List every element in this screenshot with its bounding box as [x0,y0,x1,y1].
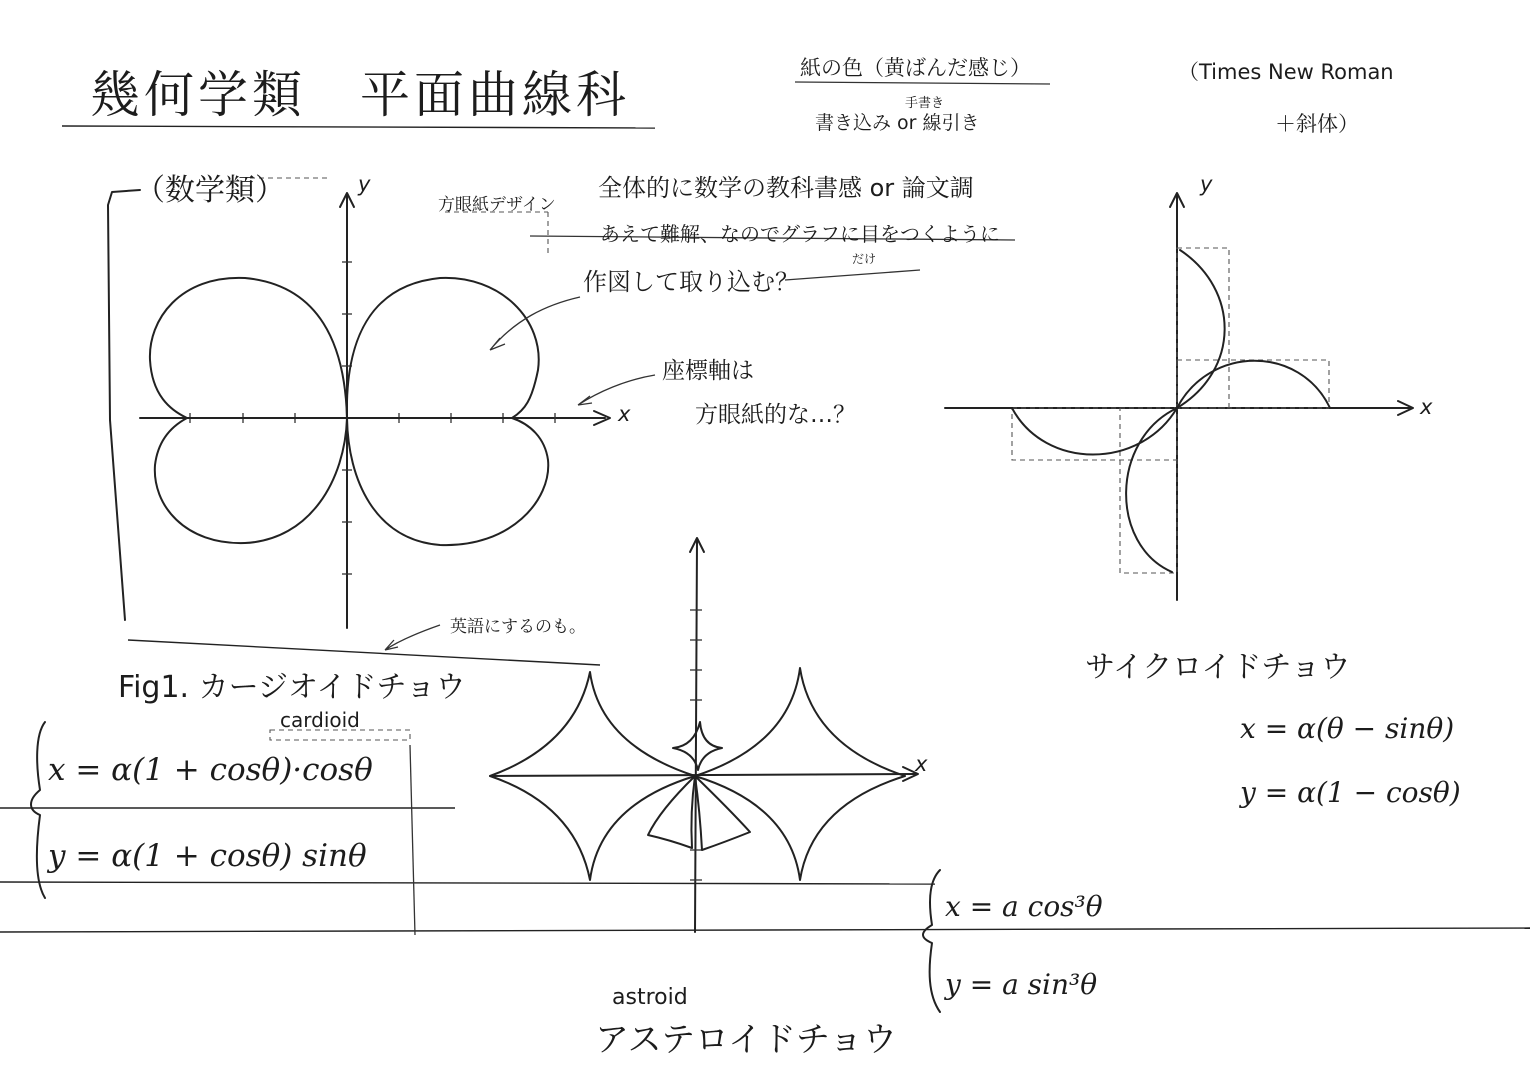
cardioid-wing-upper-left [150,278,347,418]
note-draw-and-import: 作図して取り込む？ [583,268,799,296]
note-english: 英語にするのも。 [450,617,586,637]
cardioid-wing-upper-right [347,278,539,418]
note-axis-1: 座標軸は [662,358,754,384]
astroid-head [673,722,722,770]
cardioid-formula-x: x = α(1 + cosθ)·cosθ [48,752,373,788]
astroid-x-axis-label: x [915,752,928,776]
cardioid-section-bracket [108,190,140,620]
astroid-graph [490,538,918,932]
cardioid-y-axis-label: y [358,172,371,196]
note-overall-textbook: 全体的に数学の教科書感 or 論文調 [598,174,974,202]
note-handwrite-small: 手書き [905,96,945,111]
cycloid-y-axis-label: y [1200,172,1213,196]
astroid-formula-brace [923,870,940,1012]
cycloid-x-axis-label: x [1420,395,1433,419]
note-axis-2: 方眼紙的な…？ [695,402,856,428]
cardioid-graph [128,178,610,665]
note-paper-color: 紙の色（黄ばんだ感じ） [800,56,1031,80]
cycloid-formula-x: x = α(θ − sinθ) [1240,712,1455,745]
cycloid-arch-up [1177,250,1225,408]
cycloid-arch-down [1126,408,1177,572]
annotation-arrow-3 [385,625,440,650]
cardioid-section-label: （数学類） [135,173,285,208]
astroid-english-name: astroid [612,985,688,1010]
note-small-only: だけ [852,252,877,266]
note-underline [795,82,1050,84]
cycloid-arch-left [1012,408,1177,455]
cycloid-arch-right [1177,361,1330,408]
astroid-y-axis [695,540,697,932]
cardioid-wing-lower-right [347,418,548,545]
cardioid-fig-label: Fig1. カージオイドチョウ [118,670,466,705]
note-intentionally-difficult: あえて難解、なのでグラフに目をつくように [600,222,1000,246]
cardioid-formula-brace [31,722,45,898]
astroid-formula-y: y = a sin³θ [945,968,1098,1001]
note-font-2: ＋斜体） [1275,112,1359,136]
astroid-label: アステロイドチョウ [595,1020,897,1060]
cardioid-english-name: cardioid [280,708,360,732]
cycloid-label: サイクロイドチョウ [1085,650,1351,685]
cycloid-graph [945,193,1413,600]
cardioid-formula-y: y = α(1 + cosθ) sinθ [48,838,367,874]
astroid-lower-wing-left [648,776,695,848]
note-graph-paper-design: 方眼紙デザイン [438,195,556,215]
note-font-1: （Times New Roman [1178,60,1394,84]
note-write-or-line: 書き込み or 線引き [815,112,980,134]
annotation-arrow-2 [578,375,655,405]
cycloid-formula-y: y = α(1 − cosθ) [1240,776,1461,809]
annotation-arrow-1 [490,297,580,350]
cardioid-x-axis-label: x [618,402,631,426]
page-title: 幾何学類 平面曲線科 [90,66,630,124]
cardioid-wing-lower-left [155,418,347,543]
astroid-formula-x: x = a cos³θ [945,890,1103,923]
